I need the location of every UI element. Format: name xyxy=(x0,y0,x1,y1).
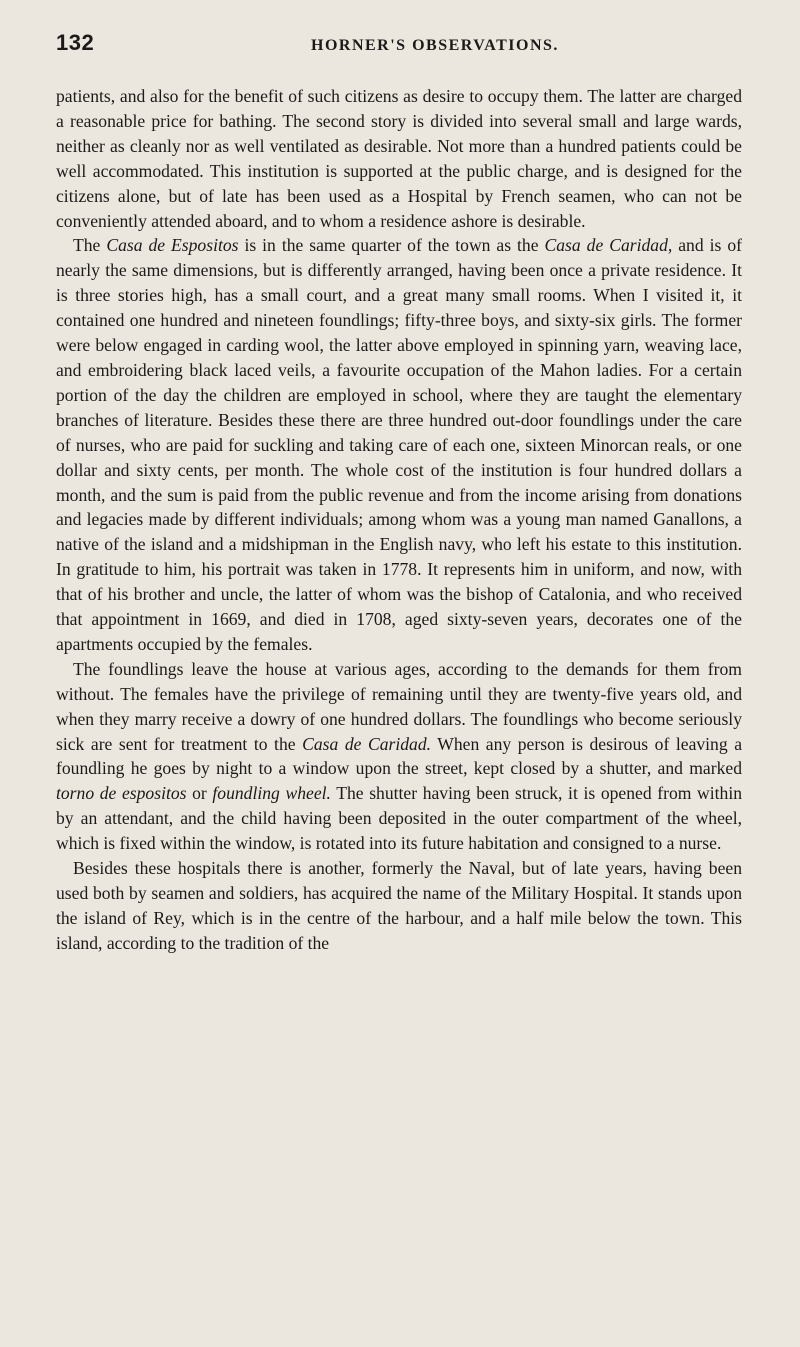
paragraph xyxy=(56,84,742,233)
text-segment: The xyxy=(73,235,107,256)
text-segment: The shutter having been struck, it is opened from within by an attendant, and the child having been deposited in the outer compartment of the wheel, which is fixed within the window, is rotated into its future habitation and consigned to a nurse. xyxy=(56,783,743,854)
page-header xyxy=(56,30,740,60)
paragraph xyxy=(56,657,742,856)
page-number: 132 xyxy=(56,30,95,55)
italic-term: torno de espositos xyxy=(56,783,187,804)
text-segment: The foundlings leave the house at various ages, according to the demands for them from without. The females have the privilege of remaining until they are twenty-five years old, and when they marry receive a dowry of one hundred dollars. The foundlings who become seriously sick are sent for treatment to the xyxy=(56,658,742,754)
italic-term: foundling wheel. xyxy=(212,783,331,804)
text-segment: or xyxy=(186,783,213,804)
paragraph xyxy=(56,856,742,956)
text-segment: and is of nearly the same dimensions, but is differently arranged, having been once a private residence. It is three stories high, has a small court, and a great many small rooms. When I visited it, it contained one hundred and nineteen foundlings; fifty-three boys, and sixty-six girls. The former were below engaged in carding wool, the latter above employed in spinning yarn, weaving lace, and embroidering black laced veils, a favourite occupation of the Mahon ladies. For a certain portion of the day the children are employed in school, where they are taught the elementary branches of literature. Besides these there are three hundred out-door foundlings under the care of nurses, who are paid for suckling and taking care of each one, sixteen Minorcan reals, or one dollar and sixty cents, per month. The whole cost of the institution is four hundred dollars a month, and the sum is paid from the public revenue and from the income arising from donations and legacies made by different individuals; among whom was a young man named Ganallons, a native of the island and a midshipman in the English navy, who left his estate to this institution. In gratitude to him, his portrait was taken in 1778. It represents him in uniform, and now, with that of his brother and uncle, the latter of whom was the bishop of Catalonia, and who received that appointment in 1669, and died in 1708, aged sixty-seven years, decorates one of the apartments occupied by the females. xyxy=(56,235,742,654)
text-segment: When any person is desirous of leaving a foundling he goes by night to a window upon the street, kept closed by a shutter, and marked xyxy=(56,733,743,779)
text-segment: is in the same quarter of the town as the xyxy=(238,235,545,256)
italic-term: Casa de Caridad. xyxy=(302,733,432,754)
italic-term: Casa de Caridad, xyxy=(544,235,673,256)
running-head: HORNER'S OBSERVATIONS. xyxy=(311,37,559,54)
text-segment: patients, and also for the benefit of such citizens as desire to occupy them. The latter are charged a reasonable price for bathing. The second story is divided into several small and large wards, neither as cleanly nor as well ventilated as desirable. Not more than a hundred patients could be well accommodated. This institution is supported at the public charge, and is designed for the citizens alone, but of late has been used as a Hospital by French seamen, who can not be conveniently attended aboard, and to whom a residence ashore is desirable. xyxy=(56,86,742,231)
paragraph xyxy=(56,233,742,656)
text-segment: Besides these hospitals there is another, formerly the Naval, but of late years, having been used both by seamen and soldiers, has acquired the name of the Military Hospital. It stands upon the island of Rey, which is in the centre of the harbour, and a half mile below the town. This island, according to the tradition of the xyxy=(56,858,742,953)
body-text xyxy=(56,84,742,956)
italic-term: Casa de Espositos xyxy=(106,235,239,256)
